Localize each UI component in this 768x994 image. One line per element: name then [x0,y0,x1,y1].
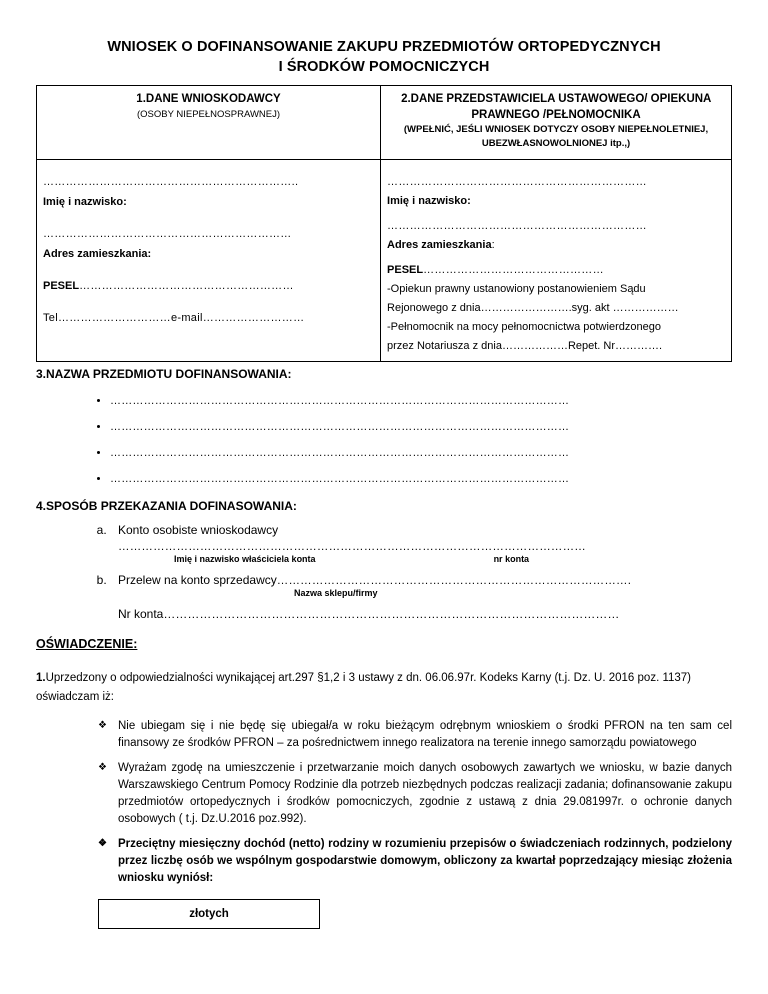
option-b-dots: ………………………………………………………………………………. [276,574,632,587]
section-4-heading: 4.SPOSÓB PRZEKAZANIA DOFINASOWANIA: [36,498,297,513]
section-3-item-text: …………………………………………………………………………………………………………… [110,446,570,459]
representative-address-label: Adres zamieszkania [387,238,492,251]
representative-pesel-label: PESEL [387,263,424,276]
section-3-item-text: …………………………………………………………………………………………………………… [110,395,570,408]
left-header-main: 1.DANE WNIOSKODAWCY [136,93,281,106]
option-b-caption: Nazwa sklepu/firmy [294,587,378,598]
guardian-line-2: Rejonowego z dnia…………………….syg. akt ……………… [387,302,679,315]
list-item [110,389,732,415]
list-item [98,760,732,829]
list-item [110,415,732,441]
representative-pesel-dots: ………………………………………… [423,263,604,276]
option-b-account-row [118,605,732,624]
page-title [40,38,728,77]
declaration-item-list [36,718,732,887]
section-3-item-list [36,389,732,492]
list-item [98,836,732,888]
table-header-row [37,86,732,160]
declaration-item-text: Wyrażam zgodę na umieszczenie i przetwarzanie moich danych osobowych zawartych we wniosku, w bazie danych Warszawskiego Centrum Pomocy Rodzinie dla potrzeb niezbędnych podczas realizacji zadania; dofinansowanie zakupu przedmiotów ortopedycznych i środków pomocniczych, zgodnie z ustawą z dnia 29.081997r. o ochronie danych osobowych ( t.j. Dz.U.2016 poz.992). [118,761,732,826]
left-column-header [37,86,381,160]
option-a-caption-account: nr konta [493,553,530,564]
applicant-name-dots: ………………………………………………………….. [43,175,299,188]
list-item-option-a [110,521,732,567]
right-header-sub-1: (WPEŁNIĆ, JEŚLI WNIOSEK DOTYCZY OSOBY NIEPEŁNOLETNIEJ, [403,124,709,136]
applicant-data-table [36,85,732,362]
section-3-heading: 3.NAZWA PRZEDMIOTU DOFINANSOWANIA: [36,367,292,382]
income-amount-label: złotych [189,908,229,921]
list-item [98,718,732,753]
representative-pesel-line [387,262,725,279]
representative-address-dots: …………………………………………………………… [387,219,647,232]
option-a-text: Konto osobiste wnioskodawcy [118,522,279,537]
representative-name-dots: …………………………………………………………… [387,175,647,188]
right-header-sub-2: UBEZWŁASNOWOLNIONEJ itp.,) [481,137,631,149]
applicant-address-label: Adres zamieszkania: [43,247,152,260]
representative-data-cell [381,159,732,361]
applicant-name-label: Imię i nazwisko: [43,195,127,208]
right-header-main-1: 2.DANE PRZEDSTAWICIELA USTAWOWEGO/ OPIEKUNA [401,93,711,106]
option-b-account-label: Nr konta [118,606,164,621]
declaration-paragraph-1-number: 1. [36,672,46,685]
applicant-pesel-dots: ………………………………………………… [79,279,294,292]
page-title-line-1: WNIOSEK O DOFINANSOWANIE ZAKUPU PRZEDMIOTÓW ORTOPEDYCZNYCH [107,39,661,55]
applicant-pesel-line [43,278,374,295]
list-item-option-b [110,571,732,623]
list-item [110,441,732,467]
applicant-data-cell [37,159,381,361]
right-header-main-2: PRAWNEGO /PEŁNOMOCNIKA [471,108,641,121]
page-title-line-2: I ŚRODKÓW POMOCNICZYCH [278,58,490,75]
proxy-line-2: przez Notariusza z dnia………………Repet. Nr…………. [387,340,663,353]
section-4-option-list [36,521,732,624]
representative-address-line [387,237,725,254]
option-a-dots: ………………………………………………………………………………………………………… [118,541,586,554]
option-a-caption-name: Imię i nazwisko właściciela konta [174,553,316,564]
option-b-account-dots: …………………………………………………………………………………………………… [163,606,620,621]
section-3-item-text: …………………………………………………………………………………………………………… [110,472,570,485]
right-column-header [381,86,732,160]
section-3-item-text: …………………………………………………………………………………………………………… [110,421,570,434]
applicant-contact-line: Tel…………………………e-mail……………………… [43,312,305,325]
guardian-line-1: -Opiekun prawny ustanowiony postanowieniem Sądu [387,283,646,296]
representative-name-label: Imię i nazwisko: [387,194,471,207]
left-header-sub: (OSOBY NIEPEŁNOSPRAWNEJ) [136,108,281,120]
applicant-address-dots: ………………………………………………………… [43,227,292,240]
representative-address-colon: : [491,238,495,251]
declaration-heading: OŚWIADCZENIE: [36,637,138,652]
declaration-item-text: Nie ubiegam się i nie będę się ubiegał/a w roku bieżącym odrębnym wnioskiem o środki PFRON na ten sam cel finansowy ze środków PFRON – za pośrednictwem innego realizatora na terenie innego samorządu powiatowego [118,720,732,750]
table-body-row [37,159,732,361]
option-b-text: Przelew na konto sprzedawcy [118,572,277,587]
declaration-paragraph-1 [36,669,732,706]
list-item [110,467,732,493]
income-amount-field[interactable] [98,899,320,929]
applicant-pesel-label: PESEL [43,279,80,292]
declaration-paragraph-1-text: Uprzedzony o odpowiedzialności wynikającej art.297 §1,2 i 3 ustawy z dn. 06.06.97r. Kodeks Karny (t.j. Dz. U. 2016 poz. 1137) oświadczam iż: [36,672,692,703]
declaration-item-text: Przeciętny miesięczny dochód (netto) rodziny w rozumieniu przepisów o świadczeniach rodzinnych, podzielony przez liczbę osób we wspólnym gospodarstwie domowym, obliczony za kwartał poprzedzający miesiąc złożenia wniosku wyniósł: [118,837,732,885]
proxy-line-1: -Pełnomocnik na mocy pełnomocnictwa potwierdzonego [387,321,661,334]
